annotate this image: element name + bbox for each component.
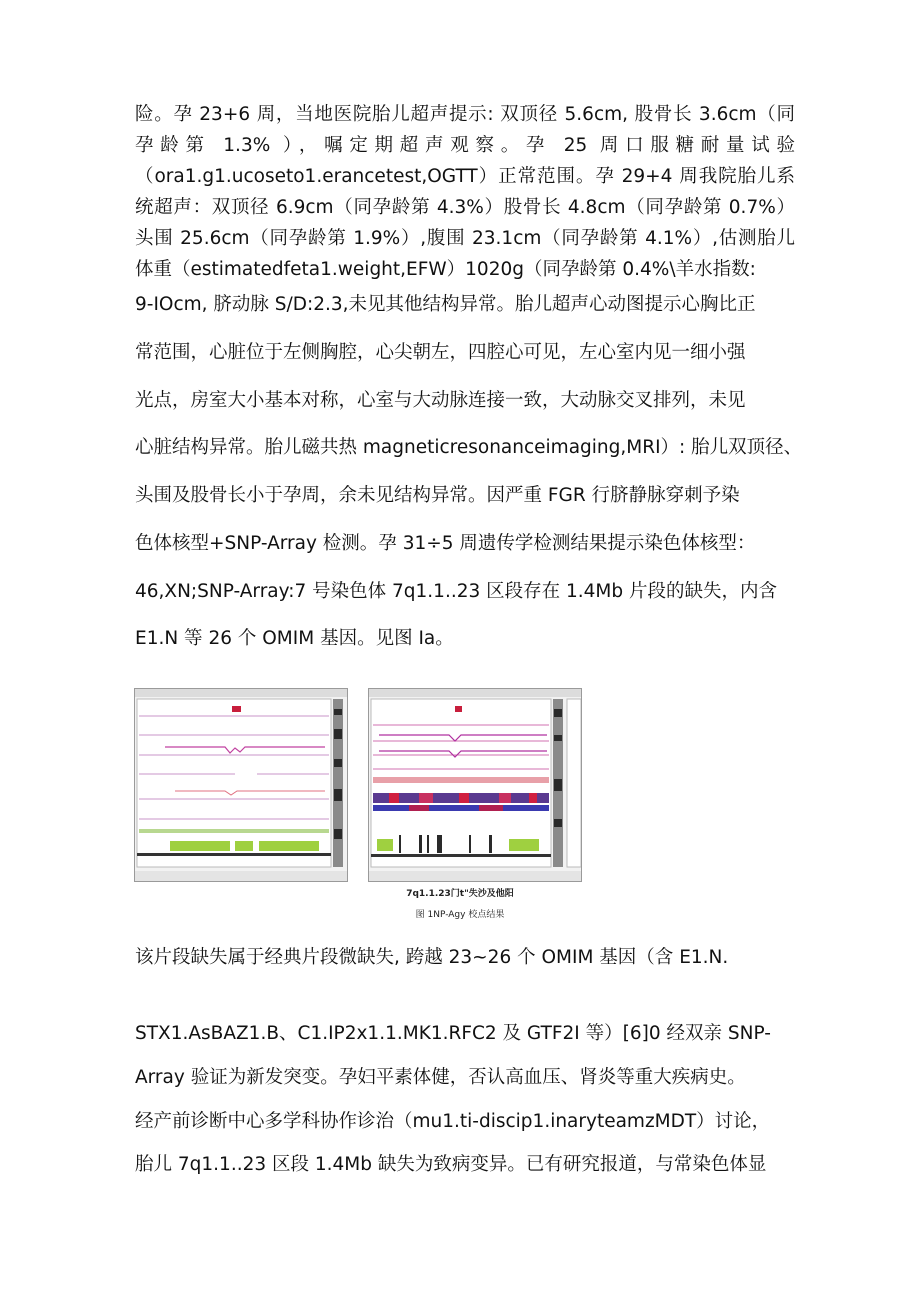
snp-array-plot-left <box>135 689 348 882</box>
text-line: 统超声：双顶径 6.9cm（同孕龄第 4.3%）股骨长 4.8cm（同孕龄第 0.7%） <box>135 197 795 218</box>
text-line: 色体核型+SNP-Array 检测。孕 31÷5 周遗传学检测结果提示染色体核型： <box>135 533 756 554</box>
text-line: STX1.AsBAZ1.B、C1.IP2x1.1.MK1.RFC2 及 GTF2I 等）[6]0 经双亲 SNP- <box>135 1023 771 1044</box>
text-line: 经产前诊断中心多学科协作诊治（mu1.ti-discip1.inaryteamzMDT）讨论， <box>135 1111 771 1132</box>
text-line: E1.N 等 26 个 OMIM 基因。见图 Ia。 <box>135 628 454 649</box>
text-line: 孕龄第 1.3% ），嘱定期超声观察。孕 25 周口服糖耐量试验 <box>135 135 795 156</box>
snp-array-plot-right <box>369 689 582 882</box>
text-line: 胎儿 7q1.1..23 区段 1.4Mb 缺失为致病变异。已有研究报道，与常染色体显 <box>135 1154 767 1175</box>
figure-caption: 7q1.1.23门t"失沙及他阳 <box>406 889 514 899</box>
text-line: 46,XN;SNP-Array:7 号染色体 7q1.1..23 区段存在 1.4Mb 片段的缺失，内含 <box>135 581 778 602</box>
text-line: 光点，房室大小基本对称，心室与大动脉连接一致，大动脉交叉排列，未见 <box>135 390 746 411</box>
text-line: 险。孕 23+6 周，当地医院胎儿超声提示: 双顶径 5.6cm, 股骨长 3.6cm（同 <box>135 104 795 125</box>
text-line: 体重（estimatedfeta1.weight,EFW）1020g（同孕龄第 0.4%\羊水指数: <box>135 259 756 280</box>
snp-array-panel-left <box>134 688 348 882</box>
text-line: 头围及股骨长小于孕周，余未见结构异常。因严重 FGR 行脐静脉穿刺予染 <box>135 485 740 506</box>
figure-title: 图 1NP-Agy 校点结果 <box>415 910 505 920</box>
text-line: 常范围，心脏位于左侧胸腔，心尖朝左，四腔心可见，左心室内见一细小强 <box>135 342 746 363</box>
text-line: 心脏结构异常。胎儿磁共热 magneticresonanceimaging,MRI）: 胎儿双顶径、 <box>135 437 803 458</box>
text-line: Array 验证为新发突变。孕妇平素体健，否认高血压、肾炎等重大疾病史。 <box>135 1067 746 1088</box>
text-line: 该片段缺失属于经典片段微缺失, 跨越 23~26 个 OMIM 基因（含 E1.N. <box>135 947 729 968</box>
snp-array-panel-right <box>368 688 582 882</box>
text-line: （ora1.g1.ucoseto1.erancetest,OGTT）正常范围。孕 29+4 周我院胎儿系 <box>135 166 795 187</box>
text-line: 9-IOcm, 脐动脉 S/D:2.3,未见其他结构异常。胎儿超声心动图提示心胸比正 <box>135 294 756 315</box>
text-line: 头围 25.6cm（同孕龄第 1.9%）,腹围 23.1cm（同孕龄第 4.1%）,估测胎儿 <box>135 228 795 249</box>
